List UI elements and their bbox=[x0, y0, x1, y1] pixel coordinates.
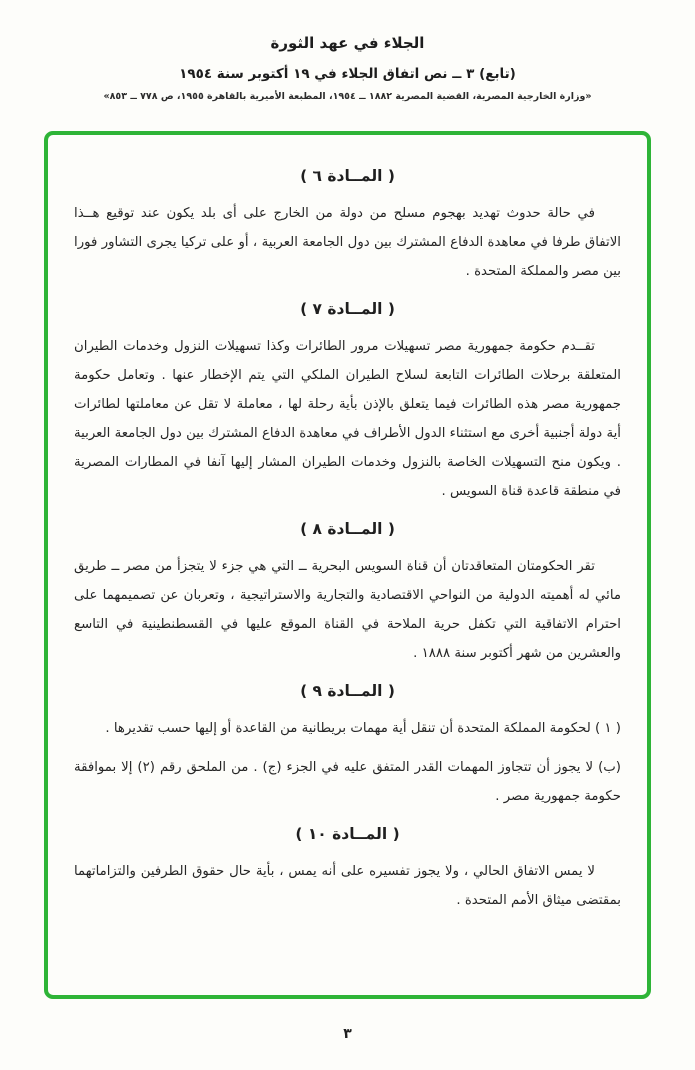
article-8-heading: ( المــادة ٨ ) bbox=[300, 520, 395, 538]
article-10-paragraph: لا يمس الاتفاق الحالي ، ولا يجوز تفسيره على أنه يمس ، بأية حال حقوق الطرفين والتزاماتهما بمقتضى ميثاق الأمم المتحدة . bbox=[74, 864, 621, 908]
highlight-frame bbox=[44, 131, 651, 999]
article-8 bbox=[74, 520, 621, 668]
document-source-citation: «وزارة الخارجية المصرية، القضية المصرية ١٨٨٢ ــ ١٩٥٤، المطبعة الأميرية بالقاهرة ١٩٥٥، ص ٧٧٨ ــ ٨٥٣» bbox=[103, 91, 592, 102]
document-title: الجلاء في عهد الثورة bbox=[270, 34, 425, 52]
article-9-clause-1: ( ١ ) لحكومة المملكة المتحدة أن تنقل أية مهمات بريطانية من القاعدة أو إليها حسب تقديرها . bbox=[105, 721, 621, 736]
article-10-heading: ( المــادة ١٠ ) bbox=[295, 825, 400, 843]
article-6 bbox=[74, 167, 621, 286]
article-7-heading: ( المــادة ٧ ) bbox=[300, 300, 395, 318]
article-9 bbox=[74, 682, 621, 811]
article-9-heading: ( المــادة ٩ ) bbox=[300, 682, 395, 700]
page-number: ٣ bbox=[343, 1026, 352, 1042]
document-subtitle: (تابع) ٣ ــ نص اتفاق الجلاء في ١٩ أكتوبر سنة ١٩٥٤ bbox=[179, 66, 516, 82]
article-6-paragraph: في حالة حدوث تهديد بهجوم مسلح من دولة من الخارج على أى بلد يكون عند توقيع هــذا الاتفاق طرفا في معاهدة الدفاع المشترك بين دول الجامعة العربية ، أو على تركيا يجرى التشاور فورا بين مصر والمملكة المتحدة . bbox=[74, 206, 621, 279]
article-7-paragraph: تقــدم حكومة جمهورية مصر تسهيلات مرور الطائرات وكذا تسهيلات النزول وخدمات الطيران المتعلقة برحلات الطائرات التابعة لسلاح الطيران الملكي التي يتم الإخطار عنها . وتعامل حكومة جمهورية مصر هذه الطائرات فيما يتعلق بالإذن بأية رحلة لها ، معاملة لا تقل عن معاملتها لطائرات أية دولة أجنبية أخرى مع استثناء الدول الأطراف في معاهدة الدفاع المشترك بين دول الجامعة العربية . ويكون منح التسهيلات الخاصة بالنزول وخدمات الطيران المشار إليها آنفا في المطارات المصرية في منطقة قاعدة قناة السويس . bbox=[74, 339, 621, 499]
article-10 bbox=[74, 825, 621, 915]
article-8-paragraph: تقر الحكومتان المتعاقدتان أن قناة السويس البحرية ــ التي هي جزء لا يتجزأ من مصر ــ طريق مائي له أهميته الدولية من النواحي الاقتصادية والتجارية والاستراتيجية ، وتعربان عن تصميمهما على احترام الاتفاقية التي تكفل حرية الملاحة في القناة الموقع عليها في القسطنطينية في التاسع والعشرين من شهر أكتوبر سنة ١٨٨٨ . bbox=[74, 559, 621, 661]
article-9-clause-2: (ب) لا يجوز أن تتجاوز المهمات القدر المتفق عليه في الجزء (ج) . من الملحق رقم (٢) إلا بموافقة حكومة جمهورية مصر . bbox=[74, 760, 621, 804]
article-7 bbox=[74, 300, 621, 506]
page-header bbox=[0, 0, 695, 102]
article-6-heading: ( المــادة ٦ ) bbox=[300, 167, 395, 185]
